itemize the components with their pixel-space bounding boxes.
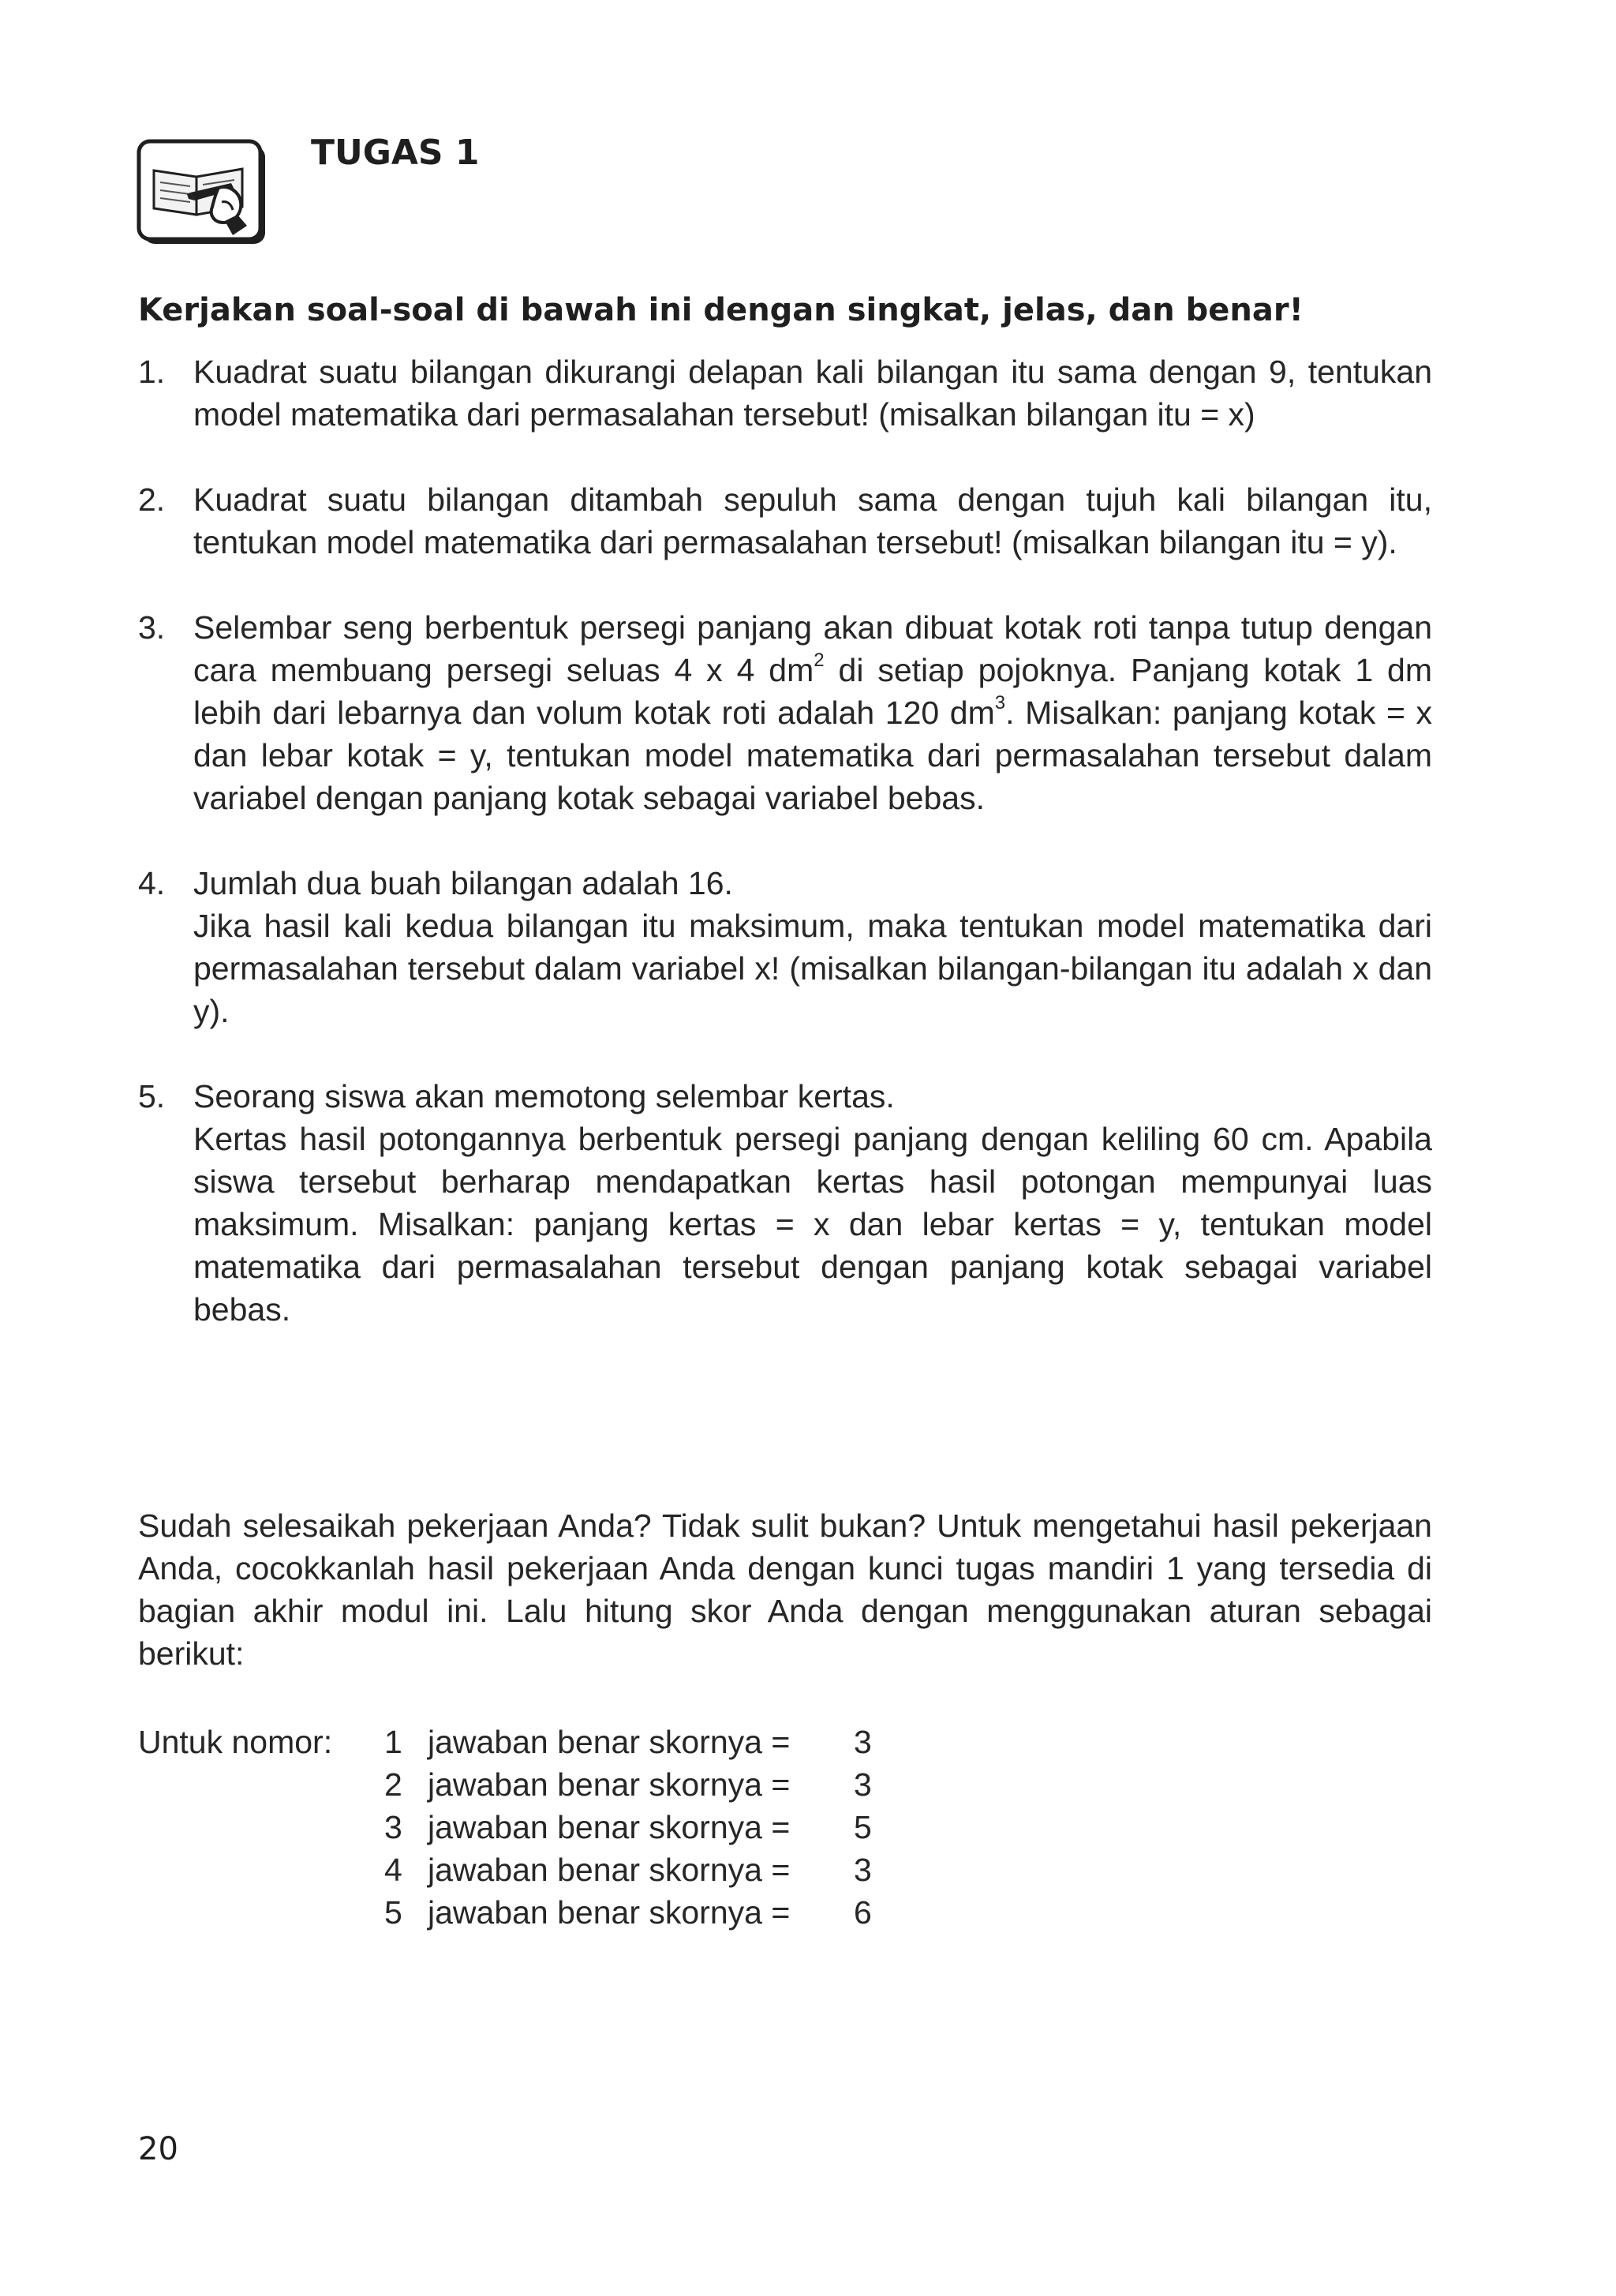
score-label: Untuk nomor:: [138, 1724, 333, 1760]
exercise-number: 4.: [138, 865, 166, 901]
score-row: [138, 1891, 872, 1934]
score-value: 6: [854, 1894, 872, 1931]
superscript-cubed: 3: [994, 692, 1006, 714]
exercise-text-part: di setiap pojoknya. Panjang kotak 1 dm lebih dari lebarnya dan volum kotak roti adalah 120 dm: [193, 652, 1432, 731]
score-number: 1: [384, 1724, 402, 1760]
score-text: jawaban benar skornya =: [428, 1766, 791, 1803]
exercise-line: Jika hasil kali kedua bilangan itu maksimum, maka tentukan model matematika dari permasalahan tersebut dalam variabel x! (misalkan bilangan-bilangan itu adalah x dan y).: [193, 908, 1432, 1029]
score-row: [138, 1763, 872, 1806]
score-value: 3: [854, 1852, 872, 1888]
exercise-text: [193, 1075, 1432, 1331]
exercise-text: [193, 478, 1432, 564]
exercise-item-4: [138, 862, 1432, 1032]
score-number: 2: [384, 1766, 402, 1803]
exercise-number: 1.: [138, 354, 166, 390]
score-value: 3: [854, 1724, 872, 1760]
exercise-text: [193, 350, 1432, 436]
exercise-line: Kuadrat suatu bilangan ditambah sepuluh sama dengan tujuh kali bilangan itu, tentukan model matematika dari permasalahan tersebut! (misalkan bilangan itu = y).: [193, 481, 1432, 560]
exercise-number: 3.: [138, 609, 166, 646]
score-text: jawaban benar skornya =: [428, 1724, 791, 1760]
exercise-number: 5.: [138, 1078, 166, 1114]
score-text: jawaban benar skornya =: [428, 1809, 791, 1845]
exercise-line: Seorang siswa akan memotong selembar kertas.: [193, 1078, 895, 1114]
exercise-text: [193, 862, 1432, 1032]
score-text: jawaban benar skornya =: [428, 1894, 791, 1931]
score-table: [138, 1721, 872, 1934]
exercise-item-3: [138, 606, 1432, 819]
score-number: 4: [384, 1852, 402, 1888]
page-number: 20: [138, 2131, 178, 2167]
score-row: [138, 1721, 872, 1763]
score-number: 3: [384, 1809, 402, 1845]
exercise-item-1: [138, 350, 1432, 436]
exercise-number: 2.: [138, 481, 166, 518]
score-row: [138, 1848, 872, 1891]
exercise-item-5: [138, 1075, 1432, 1331]
closing-paragraph: Sudah selesaikah pekerjaan Anda? Tidak sulit bukan? Untuk mengetahui hasil pekerjaan Anda, cocokkanlah hasil pekerjaan Anda dengan kunci tugas mandiri 1 yang tersedia di bagian akhir modul ini. Lalu hitung skor Anda dengan menggunakan aturan sebagai berikut:: [138, 1508, 1432, 1672]
exercise-text: [193, 606, 1432, 819]
exercise-line: Kertas hasil potongannya berbentuk persegi panjang dengan keliling 60 cm. Apabila siswa tersebut berharap mendapatkan kertas hasil potongan mempunyai luas maksimum. Misalkan: panjang kertas = x dan lebar kertas = y, tentukan model matematika dari permasalahan tersebut dengan panjang kotak sebagai variabel bebas.: [193, 1121, 1432, 1328]
instruction-heading: Kerjakan soal-soal di bawah ini dengan singkat, jelas, dan benar!: [138, 292, 1304, 328]
score-text: jawaban benar skornya =: [428, 1852, 791, 1888]
task-title: TUGAS 1: [311, 133, 480, 173]
score-row: [138, 1806, 872, 1848]
exercise-item-2: [138, 478, 1432, 564]
score-number: 5: [384, 1894, 402, 1931]
writing-hand-book-icon: [137, 139, 269, 248]
score-value: 5: [854, 1809, 872, 1845]
exercise-text-part: Selembar seng berbentuk persegi panjang akan dibuat kotak roti tanpa tutup dengan cara membuang persegi seluas 4 x 4 dm: [193, 609, 1432, 688]
superscript-squared: 2: [814, 650, 825, 672]
exercise-text-part: . Misalkan: panjang kotak = x dan lebar kotak = y, tentukan model matematika dari permasalahan tersebut dalam variabel dengan panjang kotak sebagai variabel bebas.: [193, 695, 1432, 816]
exercise-list: [138, 350, 1432, 1373]
exercise-line: Jumlah dua buah bilangan adalah 16.: [193, 865, 733, 901]
exercise-line: Kuadrat suatu bilangan dikurangi delapan kali bilangan itu sama dengan 9, tentukan model matematika dari permasalahan tersebut! (misalkan bilangan itu = x): [193, 354, 1432, 433]
score-value: 3: [854, 1766, 872, 1803]
